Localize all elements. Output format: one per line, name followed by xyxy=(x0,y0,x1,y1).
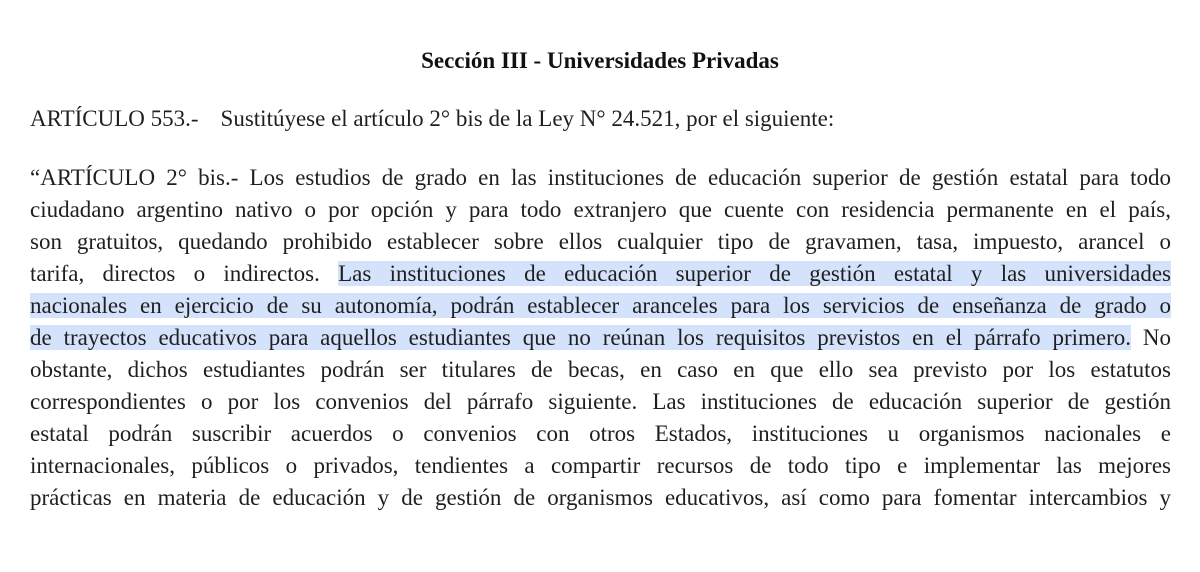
text-selection-highlight[interactable]: nacionales en ejercicio de su autonomía, podrán establecer aranceles para los servicios de enseñanza de grado o xyxy=(30,293,1171,318)
text-selection-highlight[interactable]: Las instituciones de educación superior de gestión estatal y las universidades xyxy=(338,261,1171,286)
paragraph-line xyxy=(30,322,1171,354)
paragraph-line: prácticas en materia de educación y de gestión de organismos educativos, así como para fomentar intercambios y xyxy=(30,485,1171,510)
text-selection-highlight[interactable]: de trayectos educativos para aquellos estudiantes que no reúnan los requisitos previstos en el párrafo primero. xyxy=(30,325,1131,350)
plain-text: No xyxy=(1131,325,1171,350)
paragraph-line: correspondientes o por los convenios del párrafo siguiente. Las instituciones de educación superior de gestión xyxy=(30,389,1171,414)
paragraph-line: ciudadano argentino nativo o por opción y para todo extranjero que cuente con residencia permanente en el país, xyxy=(30,197,1171,222)
paragraph-line: obstante, dichos estudiantes podrán ser titulares de becas, en caso en que ello sea previsto por los estatutos xyxy=(30,357,1171,382)
paragraph-line: internacionales, públicos o privados, tendientes a compartir recursos de todo tipo e implementar las mejores xyxy=(30,453,1171,478)
paragraph-line xyxy=(30,258,1171,290)
paragraph-line: “ARTÍCULO 2° bis.- Los estudios de grado en las instituciones de educación superior de gestión estatal para todo xyxy=(30,165,1171,190)
article-number: ARTÍCULO 553.- xyxy=(30,106,199,131)
article-heading xyxy=(30,104,1180,134)
article-body-paragraph xyxy=(30,162,1171,514)
paragraph-line: son gratuitos, quedando prohibido establecer sobre ellos cualquier tipo de gravamen, tasa, impuesto, arancel o xyxy=(30,229,1171,254)
plain-text: tarifa, directos o indirectos. xyxy=(30,261,339,286)
section-title: Sección III - Universidades Privadas xyxy=(421,48,779,73)
paragraph-line xyxy=(30,290,1171,322)
paragraph-line: estatal podrán suscribir acuerdos o convenios con otros Estados, instituciones u organismos nacionales e xyxy=(30,421,1171,446)
article-text: Sustitúyese el artículo 2° bis de la Ley N° 24.521, por el siguiente: xyxy=(220,106,835,131)
